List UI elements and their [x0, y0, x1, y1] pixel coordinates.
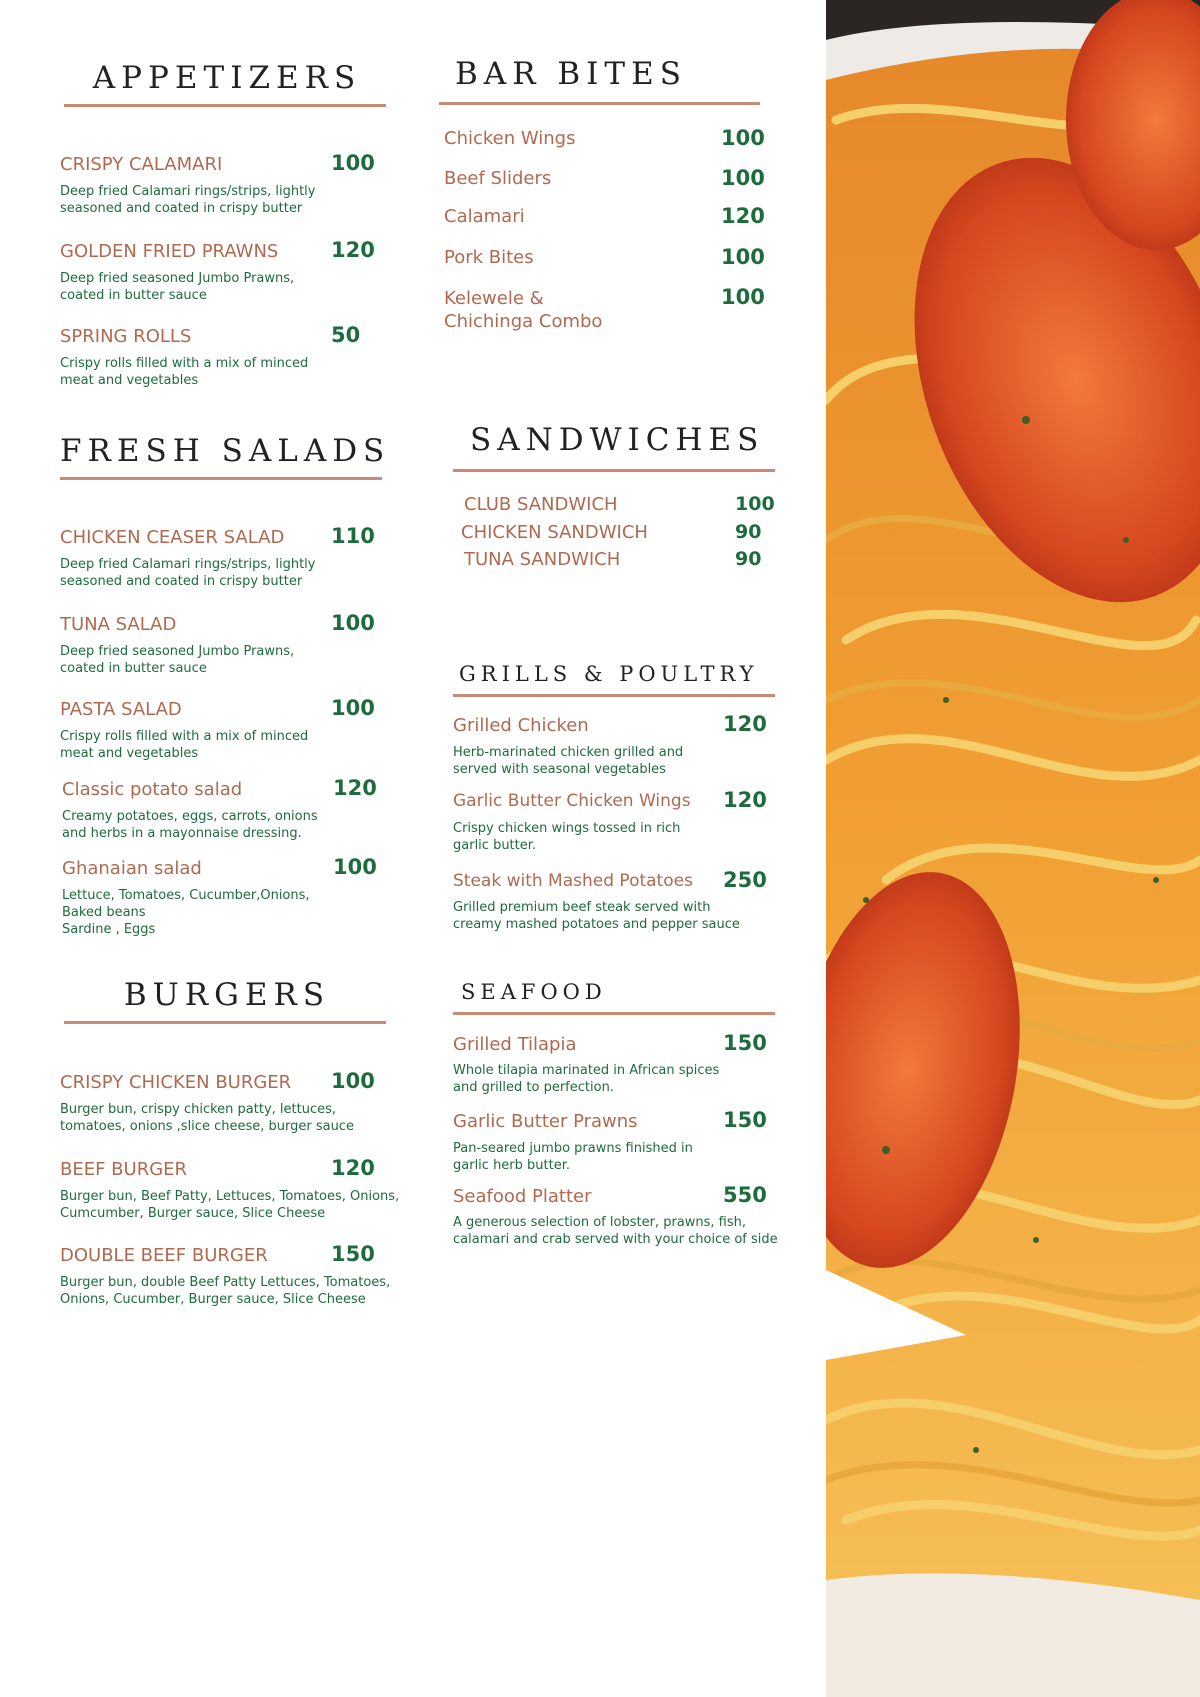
item-price: 90	[735, 521, 762, 543]
item-name: SPRING ROLLS	[60, 326, 192, 347]
burgers-title: BURGERS	[123, 977, 331, 1013]
item-name: PASTA SALAD	[60, 699, 182, 720]
item-name: Ghanaian salad	[62, 858, 202, 879]
item-price: 120	[723, 712, 767, 736]
item-price: 150	[723, 1031, 767, 1055]
item-price: 50	[331, 323, 361, 347]
item-price: 250	[723, 868, 767, 892]
item-description: Whole tilapia marinated in African spices and grilled to perfection.	[453, 1063, 720, 1095]
appetizers-title: APPETIZERS	[92, 60, 362, 96]
item-name: Garlic Butter Prawns	[453, 1111, 638, 1132]
item-price: 100	[331, 151, 375, 175]
item-price: 550	[723, 1183, 767, 1207]
item-name: Classic potato salad	[62, 779, 243, 800]
seafood-rule	[453, 1012, 775, 1015]
item-price: 110	[331, 524, 375, 548]
sandwiches-rule	[453, 469, 775, 472]
item-description: Crispy chicken wings tossed in rich garlic butter.	[453, 821, 681, 853]
item-description: Pan-seared jumbo prawns finished in garlic herb butter.	[453, 1141, 693, 1173]
item-name: CRISPY CALAMARI	[60, 154, 223, 175]
item-price: 100	[721, 126, 765, 150]
item-description: A generous selection of lobster, prawns, fish, calamari and crab served with your choice of side	[453, 1215, 778, 1247]
item-description: Burger bun, double Beef Patty Lettuces, Tomatoes, Onions, Cucumber, Burger sauce, Slice Cheese	[60, 1275, 391, 1307]
item-name: CHICKEN SANDWICH	[461, 522, 648, 543]
item-description: Deep fried seasoned Jumbo Prawns, coated in butter sauce	[60, 644, 295, 676]
item-name: Grilled Chicken	[453, 715, 589, 736]
item-description: Crispy rolls filled with a mix of minced meat and vegetables	[60, 356, 309, 388]
item-description: Deep fried seasoned Jumbo Prawns, coated in butter sauce	[60, 271, 295, 303]
item-name: Seafood Platter	[453, 1186, 592, 1207]
item-name: CHICKEN CEASER SALAD	[60, 527, 285, 548]
item-name: Grilled Tilapia	[453, 1034, 577, 1055]
item-price: 150	[723, 1108, 767, 1132]
item-price: 120	[331, 1156, 375, 1180]
burgers-rule	[64, 1021, 386, 1024]
item-name: TUNA SALAD	[60, 614, 177, 635]
item-price: 150	[331, 1242, 375, 1266]
item-price: 100	[721, 166, 765, 190]
sandwiches-title: SANDWICHES	[470, 422, 765, 458]
item-name: Steak with Mashed Potatoes	[453, 871, 693, 891]
item-description: Deep fried Calamari rings/strips, lightly seasoned and coated in crispy butter	[60, 184, 316, 216]
item-name: Pork Bites	[444, 247, 534, 268]
seafood-title: SEAFOOD	[461, 980, 607, 1004]
item-description: Crispy rolls filled with a mix of minced meat and vegetables	[60, 729, 309, 761]
item-price: 120	[333, 776, 377, 800]
item-price: 100	[333, 855, 377, 879]
item-name: Garlic Butter Chicken Wings	[453, 791, 691, 811]
item-name: Calamari	[444, 206, 525, 227]
item-description: Creamy potatoes, eggs, carrots, onions and herbs in a mayonnaise dressing.	[62, 809, 318, 841]
grills-poultry-title: GRILLS & POULTRY	[459, 662, 759, 686]
item-price: 100	[331, 696, 375, 720]
item-price: 100	[331, 1069, 375, 1093]
item-price: 100	[331, 611, 375, 635]
item-name: CRISPY CHICKEN BURGER	[60, 1072, 292, 1093]
fresh-salads-rule	[60, 477, 382, 480]
shrimp-spaghetti-photo	[826, 0, 1200, 1697]
grills-poultry-rule	[453, 694, 775, 697]
bar-bites-rule	[439, 102, 760, 105]
item-description: Burger bun, crispy chicken patty, lettuces, tomatoes, onions ,slice cheese, burger sauce	[60, 1102, 354, 1134]
item-name: GOLDEN FRIED PRAWNS	[60, 241, 279, 262]
item-price: 120	[721, 204, 765, 228]
item-name: BEEF BURGER	[60, 1159, 188, 1180]
item-name: DOUBLE BEEF BURGER	[60, 1245, 268, 1266]
item-description: Burger bun, Beef Patty, Lettuces, Tomatoes, Onions, Cumcumber, Burger sauce, Slice Cheese	[60, 1189, 400, 1221]
fresh-salads-title: FRESH SALADS	[60, 433, 391, 469]
item-description: Grilled premium beef steak served with creamy mashed potatoes and pepper sauce	[453, 900, 740, 932]
item-price: 100	[721, 245, 765, 269]
item-price: 100	[735, 493, 775, 515]
item-price: 120	[723, 788, 767, 812]
item-price: 120	[331, 238, 375, 262]
item-name: Chicken Wings	[444, 128, 576, 149]
bar-bites-title: BAR BITES	[455, 56, 687, 92]
item-price: 90	[735, 548, 762, 570]
item-description: Deep fried Calamari rings/strips, lightly seasoned and coated in crispy butter	[60, 557, 316, 589]
item-description: Lettuce, Tomatoes, Cucumber,Onions, Baked beans Sardine , Eggs	[62, 888, 310, 937]
item-name: Kelewele & Chichinga Combo	[444, 288, 603, 332]
appetizers-rule	[64, 104, 386, 107]
item-name: CLUB SANDWICH	[464, 494, 618, 515]
item-name: TUNA SANDWICH	[464, 549, 621, 570]
item-price: 100	[721, 285, 765, 309]
item-name: Beef Sliders	[444, 168, 552, 189]
item-description: Herb-marinated chicken grilled and served with seasonal vegetables	[453, 745, 684, 777]
